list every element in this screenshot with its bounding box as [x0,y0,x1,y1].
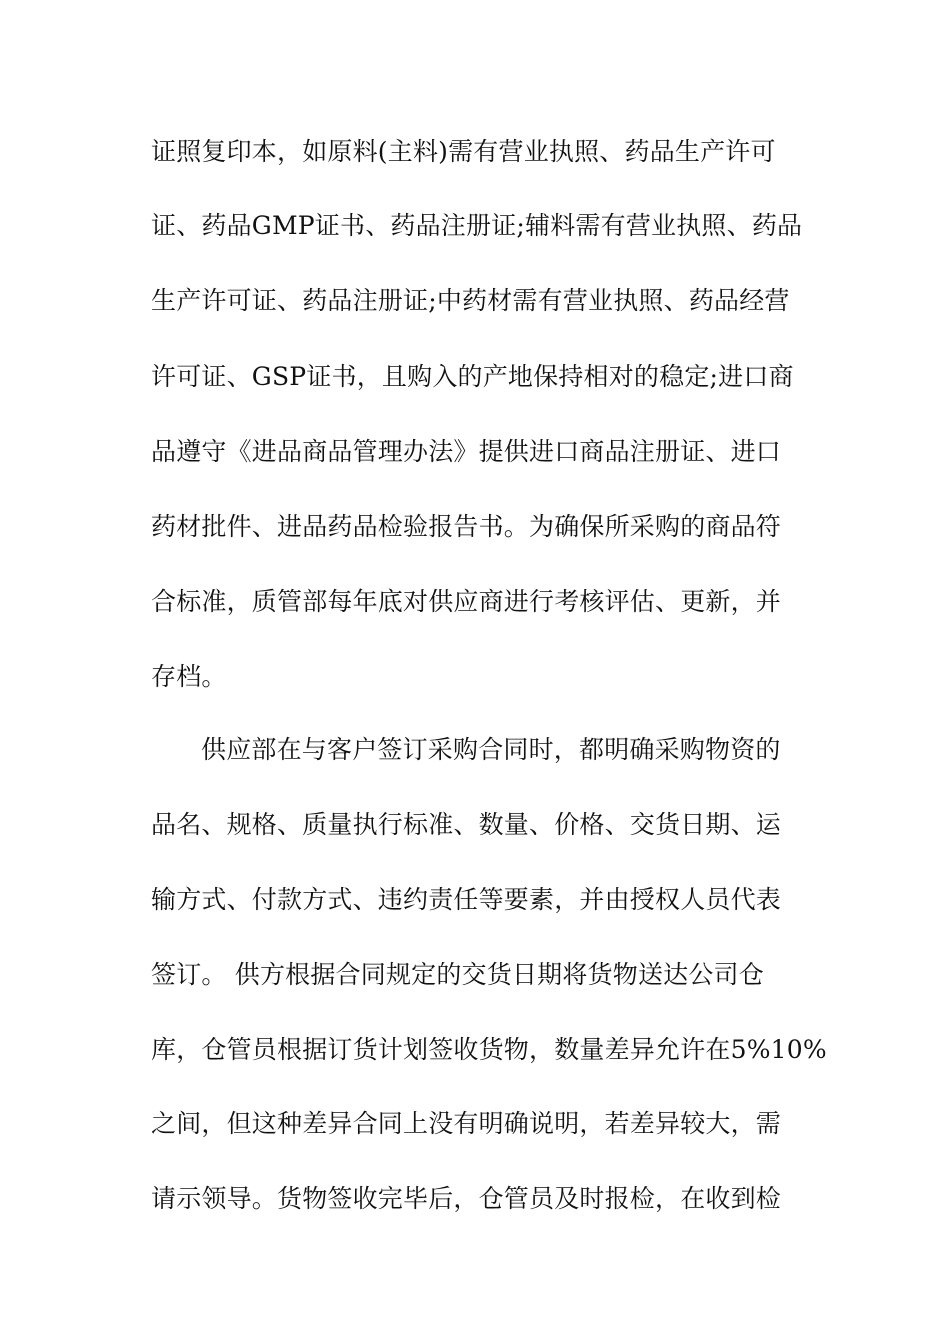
text-line: 品名、规格、质量执行标准、数量、价格、交货日期、运 [151,810,782,839]
text-line: 存档。 [151,662,227,691]
text-line: 证、药品GMP证书、药品注册证;辅料需有营业执照、药品 [151,211,803,240]
text-line: 证照复印本，如原料(主料)需有营业执照、药品生产许可 [151,137,776,166]
text-line: 合标准，质管部每年底对供应商进行考核评估、更新，并 [151,587,782,616]
text-line: 之间，但这种差异合同上没有明确说明，若差异较大，需 [151,1109,782,1138]
text-line: 请示领导。货物签收完毕后，仓管员及时报检，在收到检 [151,1184,782,1213]
text-line: 库，仓管员根据订货计划签收货物，数量差异允许在5%10% [151,1035,827,1064]
text-line: 输方式、付款方式、违约责任等要素，并由授权人员代表 [151,885,782,914]
text-line: 签订。 供方根据合同规定的交货日期将货物送达公司仓 [151,960,764,989]
text-line: 生产许可证、药品注册证;中药材需有营业执照、药品经营 [151,286,790,315]
paragraph-first-line: 供应部在与客户签订采购合同时，都明确采购物资的 [201,735,781,764]
text-line: 药材批件、进品药品检验报告书。为确保所采购的商品符 [151,512,782,541]
text-line: 许可证、GSP证书，且购入的产地保持相对的稳定;进口商 [151,362,794,391]
text-line: 品遵守《进品商品管理办法》提供进口商品注册证、进口 [151,437,782,466]
